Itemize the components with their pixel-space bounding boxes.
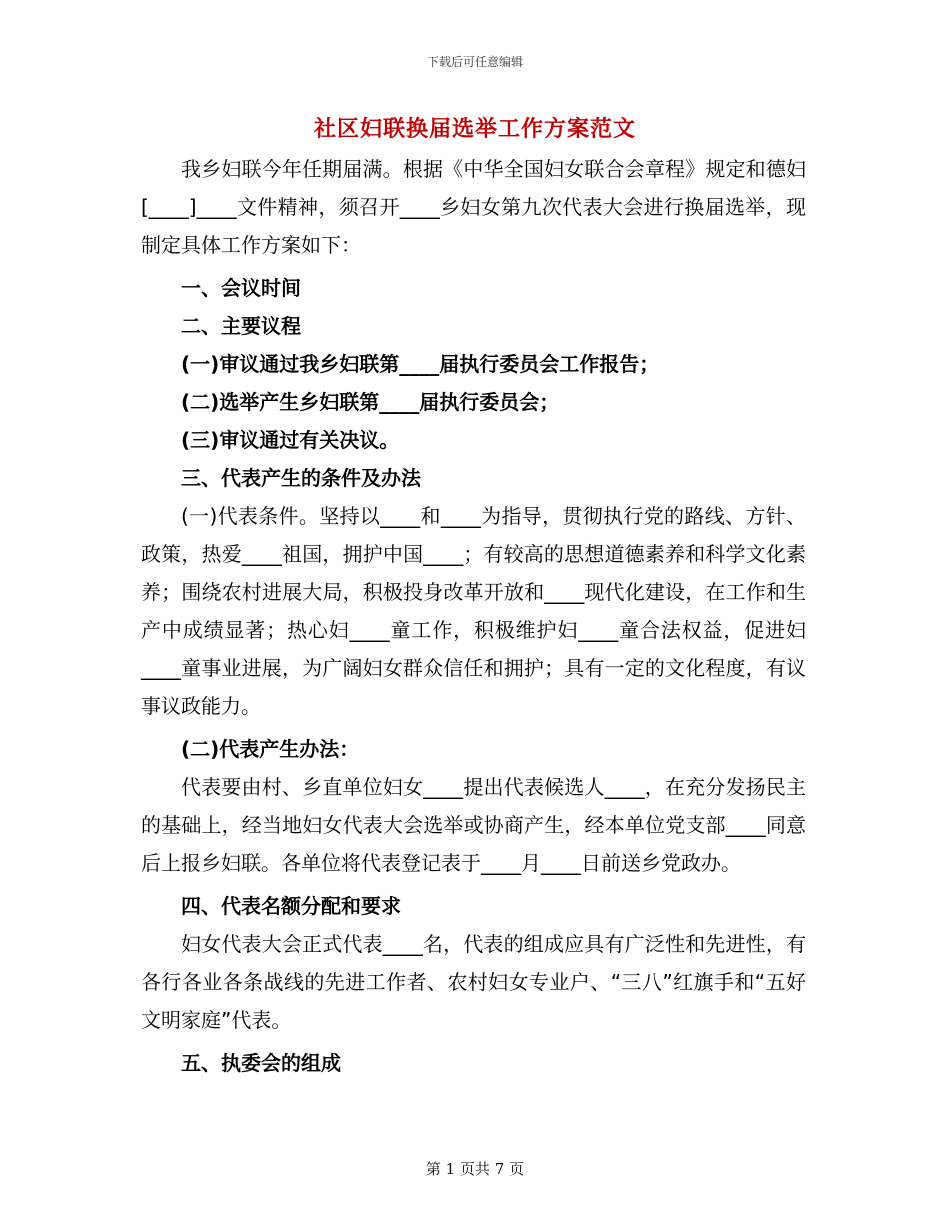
document-body bbox=[141, 150, 806, 1082]
page-number: 第 1 页共 7 页 bbox=[425, 1160, 525, 1178]
agenda-item-1: (一)审议通过我乡妇联第____届执行委员会工作报告； bbox=[181, 352, 660, 376]
section-heading-5: 五、执委会的组成 bbox=[181, 1051, 341, 1075]
document-title: 社区妇联换届选举工作方案范文 bbox=[313, 117, 636, 142]
agenda-item-2: (二)选举产生乡妇联第____届执行委员会； bbox=[181, 390, 560, 414]
quota-paragraph: 妇女代表大会正式代表____名，代表的组成应具有广泛性和先进性，有各行各业各条战线的先进工作者、农村妇女专业户、“三八”红旗手和“五好文明家庭”代表。 bbox=[141, 932, 806, 1032]
section-heading-1: 一、会议时间 bbox=[181, 276, 301, 300]
section-heading-3: 三、代表产生的条件及办法 bbox=[181, 466, 421, 490]
intro-paragraph: 我乡妇联今年任期届满。根据《中华全国妇女联合会章程》规定和德妇[____]____文件精神，须召开____乡妇女第九次代表大会进行换届选举，现制定具体工作方案如下： bbox=[141, 157, 806, 257]
agenda-item-3: (三)审议通过有关决议。 bbox=[181, 428, 400, 452]
header-note: 下载后可任意编辑 bbox=[426, 55, 523, 69]
representative-conditions-paragraph: (一)代表条件。坚持以____和____为指导，贯彻执行党的路线、方针、政策，热爱____祖国，拥护中国____；有较高的思想道德素养和科学文化素养；围绕农村进展大局，积极投身改革开放和____现代化建设，在工作和生产中成绩显著；热心妇____童工作，积极维护妇____童合法权益，促进妇____童事业进展，为广阔妇女群众信任和拥护；具有一定的文化程度，有议事议政能力。 bbox=[141, 504, 806, 718]
section-heading-4: 四、代表名额分配和要求 bbox=[181, 894, 401, 918]
section-heading-2: 二、主要议程 bbox=[181, 314, 301, 338]
selection-method-paragraph: 代表要由村、乡直单位妇女____提出代表候选人____，在充分发扬民主的基础上，经当地妇女代表大会选举或协商产生，经本单位党支部____同意后上报乡妇联。各单位将代表登记表于____月____日前送乡党政办。 bbox=[141, 775, 806, 875]
subheading-selection-method: (二)代表产生办法： bbox=[181, 737, 360, 761]
